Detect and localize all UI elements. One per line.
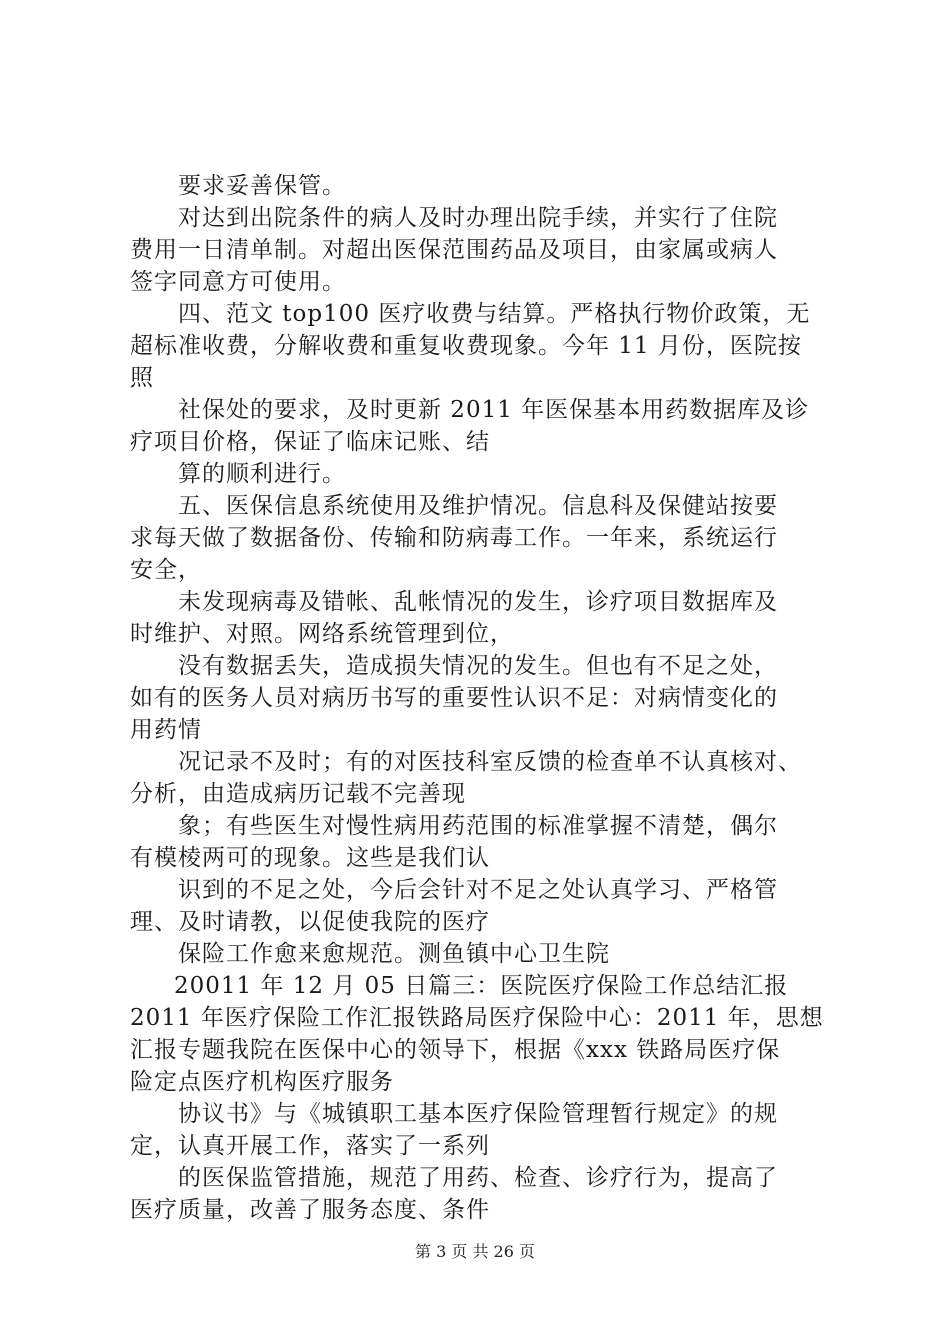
text-line: 超标准收费，分解收费和重复收费现象。今年 11 月份，医院按 xyxy=(130,333,802,359)
text-line: 签字同意方可使用。 xyxy=(130,269,346,295)
text-line: 用药情 xyxy=(130,717,202,743)
text-line: 有模棱两可的现象。这些是我们认 xyxy=(130,845,490,871)
text-line: 况记录不及时；有的对医技科室反馈的检查单不认真核对、 xyxy=(178,749,802,775)
text-line: 五、医保信息系统使用及维护情况。信息科及保健站按要 xyxy=(178,493,778,519)
text-line: 未发现病毒及错帐、乱帐情况的发生，诊疗项目数据库及 xyxy=(178,589,778,615)
text-line: 没有数据丢失，造成损失情况的发生。但也有不足之处， xyxy=(178,653,778,679)
text-line: 定，认真开展工作，落实了一系列 xyxy=(130,1133,490,1159)
text-line: 识到的不足之处，今后会针对不足之处认真学习、严格管 xyxy=(178,877,778,903)
text-line: 求每天做了数据备份、传输和防病毒工作。一年来，系统运行 xyxy=(130,525,778,551)
text-line: 要求妥善保管。 xyxy=(178,173,346,199)
text-line: 照 xyxy=(130,365,154,391)
text-line: 20011 年 12 月 05 日篇三：医院医疗保险工作总结汇报 xyxy=(174,973,789,999)
text-line: 如有的医务人员对病历书写的重要性认识不足：对病情变化的 xyxy=(130,685,778,711)
text-line: 医疗质量，改善了服务态度、条件 xyxy=(130,1197,490,1223)
document-body xyxy=(130,170,840,1226)
text-line: 险定点医疗机构医疗服务 xyxy=(130,1069,394,1095)
text-line: 时维护、对照。网络系统管理到位， xyxy=(130,621,514,647)
text-line: 社保处的要求，及时更新 2011 年医保基本用药数据库及诊 xyxy=(178,397,810,423)
text-line: 安全， xyxy=(130,557,202,583)
text-line: 汇报专题我院在医保中心的领导下，根据《xxx 铁路局医疗保 xyxy=(130,1037,781,1063)
text-line: 费用一日清单制。对超出医保范围药品及项目，由家属或病人 xyxy=(130,237,778,263)
text-line: 对达到出院条件的病人及时办理出院手续，并实行了住院 xyxy=(178,205,778,231)
text-line: 理、及时请教，以促使我院的医疗 xyxy=(130,909,490,935)
text-line: 四、范文 top100 医疗收费与结算。严格执行物价政策，无 xyxy=(178,301,811,327)
page-number-footer: 第 3 页 共 26 页 xyxy=(415,1242,535,1261)
text-line: 的医保监管措施，规范了用药、检查、诊疗行为，提高了 xyxy=(178,1165,778,1191)
text-line: 2011 年医疗保险工作汇报铁路局医疗保险中心：2011 年，思想 xyxy=(130,1005,824,1031)
text-line: 分析，由造成病历记载不完善现 xyxy=(130,781,466,807)
text-line: 疗项目价格，保证了临床记账、结 xyxy=(130,429,490,455)
text-line: 象；有些医生对慢性病用药范围的标准掌握不清楚，偶尔 xyxy=(178,813,778,839)
text-line: 保险工作愈来愈规范。测鱼镇中心卫生院 xyxy=(178,941,610,967)
text-line: 协议书》与《城镇职工基本医疗保险管理暂行规定》的规 xyxy=(178,1101,778,1127)
text-line: 算的顺利进行。 xyxy=(178,461,346,487)
